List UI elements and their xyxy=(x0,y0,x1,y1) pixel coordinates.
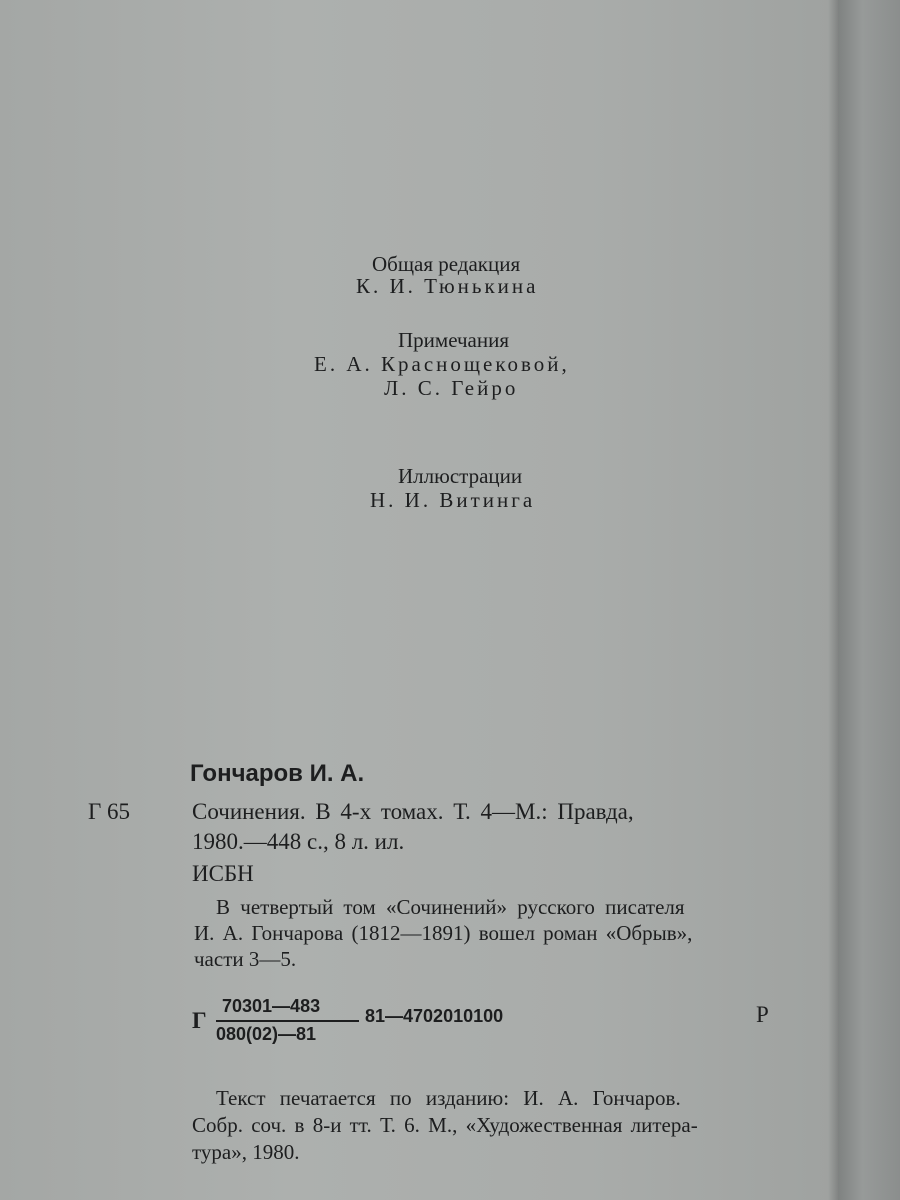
notes-name-2: Л. С. Гейро xyxy=(384,376,519,400)
book-fore-edge xyxy=(838,0,900,1200)
code-suffix: Р xyxy=(756,1002,769,1027)
illustrations-label: Иллюстрации xyxy=(398,464,523,488)
catalog-index-code: Г 65 xyxy=(88,799,131,824)
code-numerator: 70301—483 xyxy=(222,996,321,1016)
code-number: 81—4702010100 xyxy=(365,1006,504,1026)
isbn-label: ИСБН xyxy=(192,861,254,886)
annotation-line-2: И. А. Гончарова (1812—1891) вошел роман «Обрыв», xyxy=(194,921,693,945)
fraction-bar xyxy=(216,1020,359,1022)
code-letter: Г xyxy=(192,1008,207,1033)
notes-label: Примечания xyxy=(398,328,510,352)
notes-name-1: Е. А. Краснощековой, xyxy=(314,352,570,376)
source-note-line-1: Текст печатается по изданию: И. А. Гончаров. xyxy=(216,1086,681,1110)
illustrations-name: Н. И. Витинга xyxy=(370,488,536,512)
catalog-line-1: Сочинения. В 4-х томах. Т. 4—М.: Правда, xyxy=(192,799,634,824)
catalog-author: Гончаров И. А. xyxy=(190,760,365,787)
annotation-line-1: В четвертый том «Сочинений» русского писателя xyxy=(216,895,685,919)
source-note-line-3: тура», 1980. xyxy=(192,1140,300,1164)
annotation-line-3: части 3—5. xyxy=(194,947,297,971)
code-denominator: 080(02)—81 xyxy=(216,1024,317,1044)
source-note-line-2: Собр. соч. в 8-и тт. Т. 6. М., «Художественная литера- xyxy=(192,1113,698,1137)
editor-label: Общая редакция xyxy=(372,252,521,276)
editor-name: К. И. Тюнькина xyxy=(356,274,539,298)
catalog-line-2: 1980.—448 с., 8 л. ил. xyxy=(192,829,405,854)
